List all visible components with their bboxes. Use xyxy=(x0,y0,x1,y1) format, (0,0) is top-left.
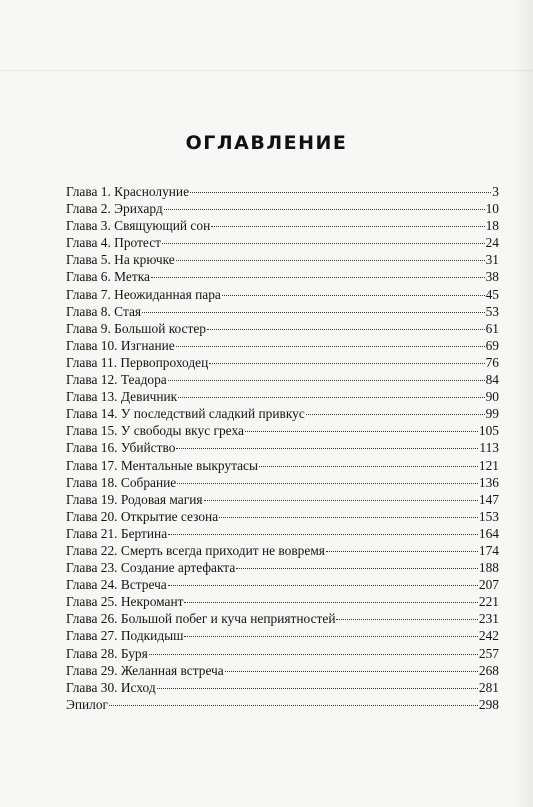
toc-entry-page-number: 31 xyxy=(485,252,499,268)
toc-entry-page-number: 113 xyxy=(479,440,499,456)
dot-leader xyxy=(184,602,477,603)
toc-entry-page-number: 153 xyxy=(478,508,499,524)
toc-entry-page-number: 136 xyxy=(478,474,499,490)
toc-entry-title: Глава 25. Некромант xyxy=(66,594,184,610)
dot-leader xyxy=(207,329,485,330)
toc-entry-page-number: 99 xyxy=(485,406,499,422)
toc-entry xyxy=(66,423,499,440)
toc-entry xyxy=(66,594,499,611)
dot-leader xyxy=(306,414,485,415)
toc-entry xyxy=(66,475,499,492)
toc-entry-title: Глава 2. Эрихард xyxy=(66,201,163,217)
toc-entry xyxy=(66,372,499,389)
toc-entry-page-number: 53 xyxy=(485,303,499,319)
page-edge-shadow xyxy=(515,0,533,807)
toc-entry-page-number: 257 xyxy=(478,645,499,661)
toc-entry-page-number: 18 xyxy=(485,218,499,234)
toc-entry-page-number: 105 xyxy=(478,423,499,439)
toc-entry xyxy=(66,406,499,423)
toc-entry-page-number: 231 xyxy=(478,611,499,627)
dot-leader xyxy=(225,671,478,672)
toc-entry-title: Глава 21. Бертина xyxy=(66,525,168,541)
toc-entry xyxy=(66,201,499,218)
toc-entry-title: Глава 6. Метка xyxy=(66,269,150,285)
toc-entry xyxy=(66,663,499,680)
toc-entry-title: Глава 18. Собрание xyxy=(66,474,177,490)
toc-entry-title: Глава 10. Изгнание xyxy=(66,337,175,353)
dot-leader xyxy=(222,295,485,296)
toc-entry-title: Глава 16. Убийство xyxy=(66,440,176,456)
toc-entry-title: Глава 23. Создание артефакта xyxy=(66,560,236,576)
toc-entry-page-number: 188 xyxy=(478,560,499,576)
dot-leader xyxy=(236,568,478,569)
toc-entry-page-number: 174 xyxy=(478,542,499,558)
toc-entry xyxy=(66,269,499,286)
toc-entry-page-number: 45 xyxy=(485,286,499,302)
dot-leader xyxy=(190,192,491,193)
toc-entry-title: Глава 26. Большой побег и куча неприятностей xyxy=(66,611,336,627)
toc-entry-title: Глава 11. Первопроходец xyxy=(66,354,209,370)
toc-entry xyxy=(66,184,499,201)
toc-entry xyxy=(66,287,499,304)
dot-leader xyxy=(204,500,478,501)
toc-entry-title: Глава 13. Девичник xyxy=(66,389,178,405)
dot-leader xyxy=(157,688,478,689)
dot-leader xyxy=(109,705,478,706)
dot-leader xyxy=(176,448,478,449)
toc-entry-title: Глава 12. Теадора xyxy=(66,372,167,388)
toc-entry xyxy=(66,543,499,560)
toc-entry-title: Глава 4. Протест xyxy=(66,235,161,251)
toc-entry-title: Глава 20. Открытие сезона xyxy=(66,508,219,524)
toc-entry xyxy=(66,611,499,628)
toc-entry-page-number: 84 xyxy=(485,372,499,388)
toc-entry xyxy=(66,680,499,697)
toc-entry-page-number: 69 xyxy=(485,337,499,353)
dot-leader xyxy=(336,619,477,620)
toc-entry-title: Глава 22. Смерть всегда приходит не вовремя xyxy=(66,542,325,558)
toc-entry xyxy=(66,628,499,645)
toc-entry-title: Глава 30. Исход xyxy=(66,679,156,695)
toc-entry-page-number: 76 xyxy=(485,354,499,370)
toc-entry-title: Глава 15. У свободы вкус греха xyxy=(66,423,244,439)
toc-entry xyxy=(66,252,499,269)
toc-entry xyxy=(66,697,499,714)
dot-leader xyxy=(245,431,478,432)
toc-entry-title: Глава 3. Свящующий сон xyxy=(66,218,211,234)
toc-entry-page-number: 3 xyxy=(492,184,499,199)
table-of-contents xyxy=(66,184,499,714)
dot-leader xyxy=(219,517,478,518)
dot-leader xyxy=(184,636,477,637)
dot-leader xyxy=(149,654,478,655)
toc-entry xyxy=(66,321,499,338)
toc-entry-page-number: 24 xyxy=(485,235,499,251)
toc-entry-page-number: 281 xyxy=(478,679,499,695)
dot-leader xyxy=(168,585,478,586)
dot-leader xyxy=(168,534,478,535)
toc-entry-page-number: 298 xyxy=(478,696,499,712)
toc-entry-page-number: 90 xyxy=(485,389,499,405)
dot-leader xyxy=(164,209,485,210)
toc-entry xyxy=(66,440,499,457)
toc-entry-title: Глава 9. Большой костер xyxy=(66,320,206,336)
toc-entry-page-number: 221 xyxy=(478,594,499,610)
toc-entry xyxy=(66,389,499,406)
toc-entry-page-number: 268 xyxy=(478,662,499,678)
toc-entry-page-number: 147 xyxy=(478,491,499,507)
toc-entry-title: Глава 24. Встреча xyxy=(66,577,167,593)
toc-entry xyxy=(66,560,499,577)
toc-entry-page-number: 121 xyxy=(478,457,499,473)
toc-entry-title: Глава 1. Краснолуние xyxy=(66,184,190,199)
toc-entry-page-number: 61 xyxy=(485,320,499,336)
dot-leader xyxy=(211,226,484,227)
toc-entry-title: Глава 28. Буря xyxy=(66,645,148,661)
toc-entry xyxy=(66,235,499,252)
toc-entry-title: Глава 7. Неожиданная пара xyxy=(66,286,221,302)
bleed-through-header xyxy=(0,34,533,71)
toc-entry xyxy=(66,458,499,475)
toc-entry-title: Глава 5. На крючке xyxy=(66,252,175,268)
toc-entry-title: Глава 14. У последствий сладкий привкус xyxy=(66,406,305,422)
dot-leader xyxy=(259,466,478,467)
toc-entry-page-number: 242 xyxy=(478,628,499,644)
toc-entry-page-number: 164 xyxy=(478,525,499,541)
toc-entry xyxy=(66,218,499,235)
toc-entry-page-number: 38 xyxy=(485,269,499,285)
dot-leader xyxy=(326,551,478,552)
dot-leader xyxy=(162,243,485,244)
page-title: ОГЛАВЛЕНИЕ xyxy=(185,132,348,154)
dot-leader xyxy=(178,397,484,398)
dot-leader xyxy=(176,260,485,261)
toc-entry-title: Глава 29. Желанная встреча xyxy=(66,662,224,678)
toc-entry xyxy=(66,355,499,372)
toc-entry-page-number: 207 xyxy=(478,577,499,593)
toc-entry xyxy=(66,646,499,663)
toc-entry-title: Глава 19. Родовая магия xyxy=(66,491,203,507)
toc-entry xyxy=(66,304,499,321)
dot-leader xyxy=(177,483,478,484)
toc-entry xyxy=(66,509,499,526)
dot-leader xyxy=(168,380,485,381)
toc-entry xyxy=(66,526,499,543)
toc-entry xyxy=(66,492,499,509)
dot-leader xyxy=(151,277,485,278)
toc-entry-title: Глава 27. Подкидыш xyxy=(66,628,184,644)
toc-entry-page-number: 10 xyxy=(485,201,499,217)
dot-leader xyxy=(176,346,485,347)
dot-leader xyxy=(142,312,485,313)
toc-entry-title: Глава 17. Ментальные выкрутасы xyxy=(66,457,258,473)
dot-leader xyxy=(209,363,484,364)
toc-entry-title: Эпилог xyxy=(66,696,109,712)
toc-entry-title: Глава 8. Стая xyxy=(66,303,142,319)
toc-entry xyxy=(66,338,499,355)
toc-entry xyxy=(66,577,499,594)
